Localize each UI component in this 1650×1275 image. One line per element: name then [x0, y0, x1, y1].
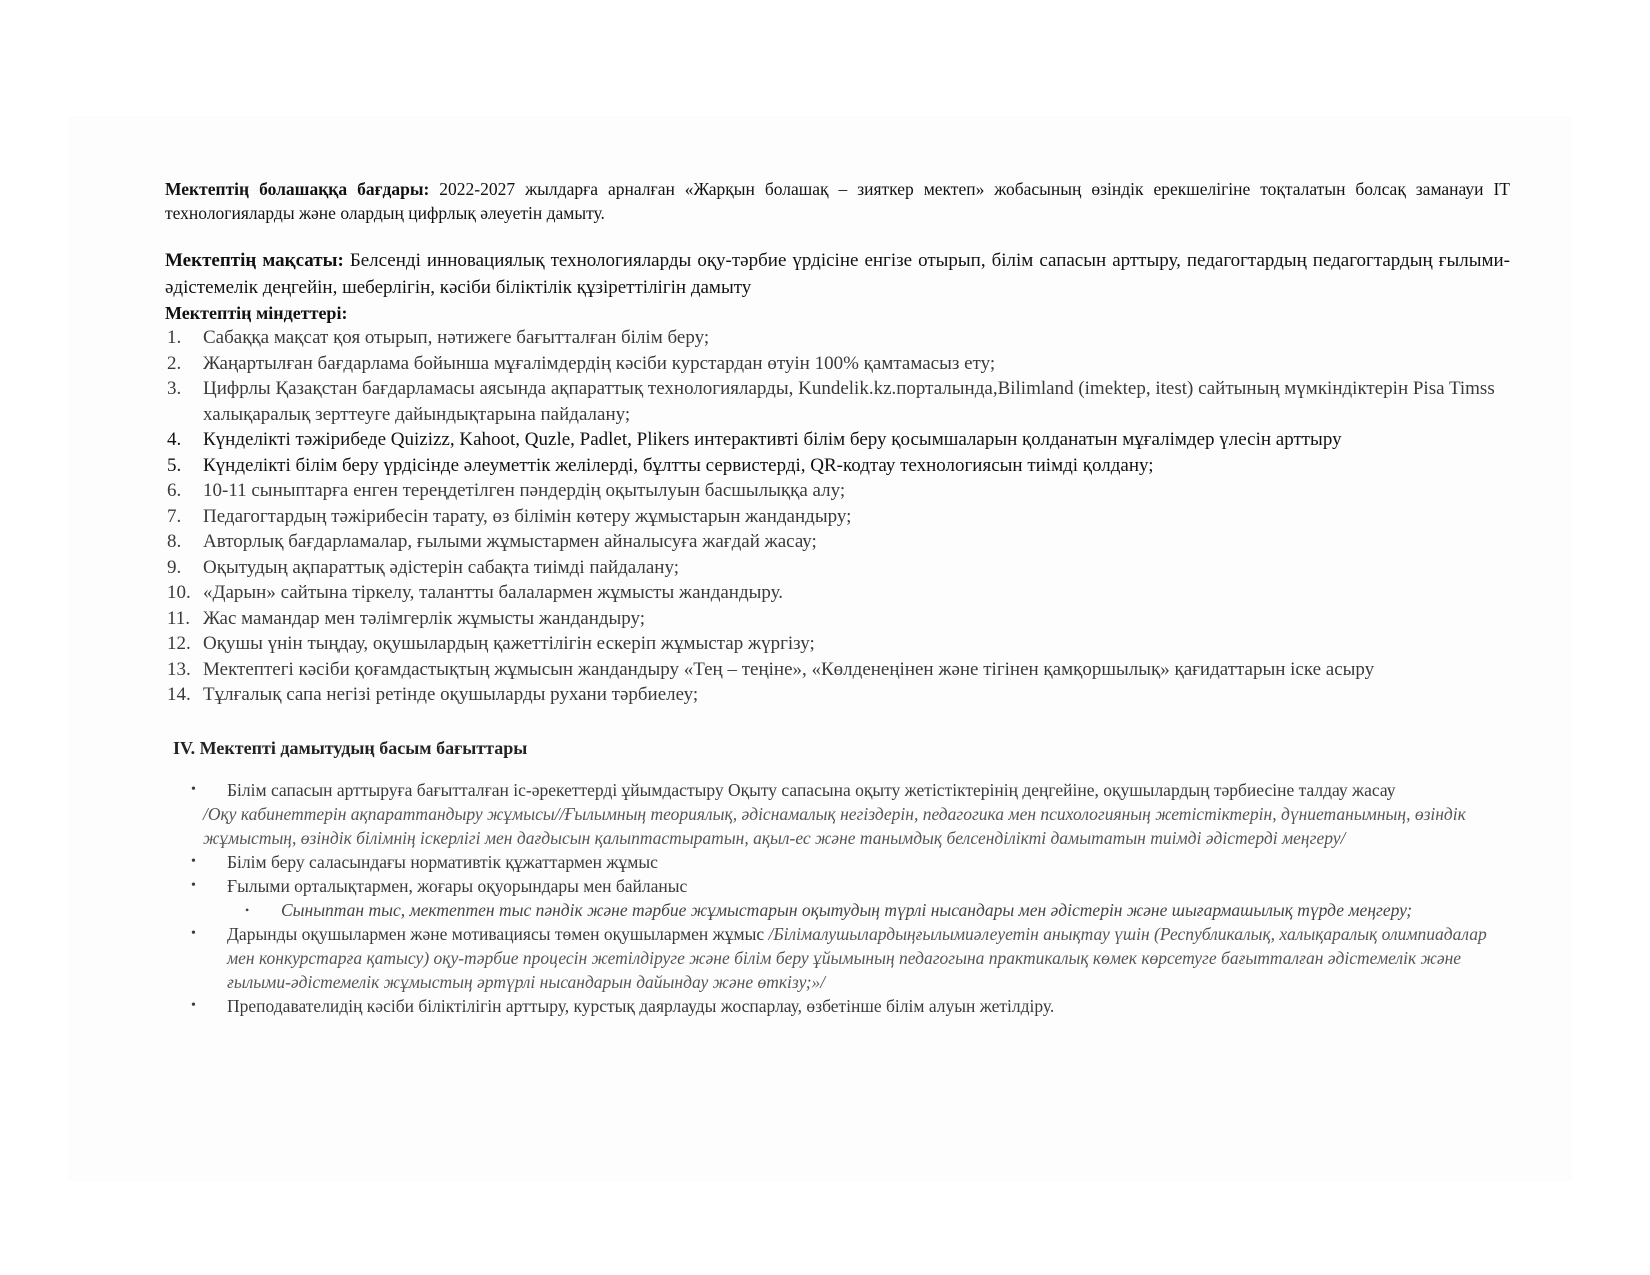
- priority-directions-heading: IV. Мектепті дамытудың басым бағыттары: [173, 737, 528, 758]
- task-number: 7.: [167, 505, 182, 527]
- task-item: [165, 427, 1510, 453]
- task-text: Тұлғалық сапа негізі ретінде оқушыларды рухани тәрбиелеу;: [203, 684, 699, 705]
- bullet-icon: •: [191, 997, 196, 1013]
- task-number: 4.: [167, 429, 182, 450]
- task-item: [165, 351, 1510, 377]
- sub-bullet-icon: •: [245, 902, 250, 917]
- task-item: [165, 631, 1510, 657]
- bullet-icon: •: [191, 781, 196, 797]
- tasks-heading: Мектептің міндеттері:: [165, 303, 348, 323]
- task-number: 14.: [167, 684, 191, 705]
- bullet-icon: •: [191, 853, 196, 869]
- task-number: 1.: [167, 327, 182, 348]
- direction-item: [165, 922, 1510, 994]
- task-text: Сабаққа мақсат қоя отырып, нәтижеге бағытталған білім беру;: [203, 327, 710, 348]
- task-text: 10-11 сыныптарға енген тереңдетілген пәндердің оқытылуын басшылыққа алу;: [203, 480, 846, 501]
- task-number: 6.: [167, 480, 182, 501]
- bullet-icon: •: [191, 925, 196, 941]
- document-content: [165, 177, 1510, 1018]
- tasks-list: [165, 325, 1510, 708]
- direction-item: [165, 778, 1510, 850]
- goal-paragraph: [165, 247, 1510, 301]
- task-number: 13.: [167, 658, 191, 680]
- task-text: Жас мамандар мен тәлімгерлік жұмысты жандандыру;: [203, 607, 646, 629]
- direction-text: Білім беру саласындағы нормативтік құжаттармен жұмыс: [227, 851, 658, 872]
- task-item: [165, 606, 1510, 632]
- direction-item: [165, 994, 1510, 1018]
- task-item: [165, 657, 1510, 683]
- task-number: 2.: [167, 352, 182, 374]
- task-number: 8.: [167, 531, 182, 552]
- direction-note: /Оқу кабинеттерін ақпараттандыру жұмысы//Ғылымның теориялық, әдіснамалық негіздерін, педагогика мен психологияның жетістіктерін, дүниетанымның, өзіндік жұмыстың, өзіндік білімнің іскерлігі мен дағдысын қалыптастыратын, ақыл-ес және танымдық белсенділікті дамытатын тиімді әдістерді меңгеру/: [203, 803, 1466, 848]
- direction-note: /Білімалушылардыңғылымиәлеуетін анықтау үшін (Республикалық, халықаралық олимпиадалар мен конкурстарға қатысу) оқу-тәрбие процесін жетілдіруге және білім беру ұйымының педагогына практикалық көмек көрсетуге бағытталған әдістемелік және ғылыми-әдістемелік жұмыстың әртүрлі нысандарын дайындау және өткізу;»/: [227, 923, 1487, 992]
- task-number: 11.: [167, 607, 191, 629]
- task-number: 3.: [167, 378, 182, 399]
- task-text: Жаңартылған бағдарлама бойынша мұғалімдердің кәсіби курстардан өтуін 100% қамтамасыз ету;: [203, 352, 996, 374]
- task-text: Педагогтардың тәжірибесін тарату, өз білімін көтеру жұмыстарын жандандыру;: [203, 505, 852, 527]
- task-text: Мектептегі кәсіби қоғамдастықтың жұмысын жандандыру «Тең – теңіне», «Көлденеңінен және тігінен қамқоршылық» қағидаттарын іске асыру: [203, 658, 1375, 680]
- task-item: [165, 580, 1510, 606]
- vision-text: 2022-2027 жылдарға арналған «Жарқын болашақ – зияткер мектеп» жобасының өзіндік ерекшелігіне тоқталатын болсақ заманауи IT технологияларды және олардың цифрлық әлеуетін дамыту.: [165, 179, 1510, 223]
- vision-paragraph: [165, 177, 1510, 225]
- task-text: Оқытудың ақпараттық әдістерін сабақта тиімді пайдалану;: [203, 556, 679, 578]
- task-text: Күнделікті тәжірибеде Quizizz, Kahoot, Quzle, Padlet, Plikers интерактивті білім беру қосымшаларын қолданатын мұғалімдер үлесін арттыру: [203, 429, 1342, 450]
- task-item: [165, 504, 1510, 530]
- direction-item: [165, 850, 1510, 874]
- task-number: 5.: [167, 454, 182, 476]
- task-item: [165, 453, 1510, 479]
- task-number: 10.: [167, 582, 191, 603]
- task-item: [165, 555, 1510, 581]
- direction-text: Дарынды оқушылармен және мотивациясы төмен оқушылармен жұмыс: [227, 923, 769, 944]
- vision-label: Мектептің болашаққа бағдары:: [165, 179, 430, 199]
- direction-item: [165, 874, 1510, 922]
- direction-text: Білім сапасын арттыруға бағытталған іс-әрекеттерді ұйымдастыру Оқыту сапасына оқыту жетістіктерінің деңгейіне, оқушылардың тәрбиесіне талдау жасау: [227, 779, 1396, 800]
- task-number: 12.: [167, 633, 191, 654]
- direction-subitem: [165, 898, 1510, 922]
- direction-text: Преподавателидің кәсіби біліктілігін арттыру, курстық даярлауды жоспарлау, өзбетінше білім алуын жетілдіру.: [227, 995, 1055, 1016]
- bullet-icon: •: [191, 877, 196, 893]
- task-text: «Дарын» сайтына тіркелу, талантты балалармен жұмысты жандандыру.: [203, 582, 784, 603]
- priority-directions-list: [165, 778, 1510, 1018]
- goal-label: Мектептің мақсаты:: [165, 250, 344, 271]
- goal-text: Белсенді инновациялық технологияларды оқу-тәрбие үрдісіне енгізе отырып, білім сапасын арттыру, педагогтардың педагогтардың ғылыми- әдістемелік деңгейін, шеберлігін, кәсіби біліктілік құзіреттілігін дамыту: [165, 250, 1510, 298]
- task-item: [165, 682, 1510, 708]
- task-text: Цифрлы Қазақстан бағдарламасы аясында ақпараттық технологияларды, Kundelik.kz.порталында,Bilimland (imektep, itest) сайтының мүмкіндіктерін Pisa Timss халықаралық зерттеуге дайындықтарына пайдалану;: [203, 378, 1495, 425]
- task-item: [165, 325, 1510, 351]
- task-item: [165, 376, 1510, 427]
- direction-text: Ғылыми орталықтармен, жоғары оқуорындары мен байланыс: [227, 875, 688, 896]
- direction-subitem-text: Сыныптан тыс, мектептен тыс пәндік және тәрбие жұмыстарын оқытудың түрлі нысандары мен әдістерін және шығармашылық түрде меңгеру;: [281, 899, 1413, 920]
- task-text: Күнделікті білім беру үрдісінде әлеуметтік желілерді, бұлтты сервистерді, QR-кодтау технологиясын тиімді қолдану;: [203, 454, 1154, 476]
- task-text: Авторлық бағдарламалар, ғылыми жұмыстармен айналысуға жағдай жасау;: [203, 531, 817, 552]
- task-item: [165, 478, 1510, 504]
- task-item: [165, 529, 1510, 555]
- task-text: Оқушы үнін тыңдау, оқушылардың қажеттілігін ескеріп жұмыстар жүргізу;: [203, 633, 815, 654]
- direction-sublist: [227, 898, 1510, 922]
- task-number: 9.: [167, 556, 182, 578]
